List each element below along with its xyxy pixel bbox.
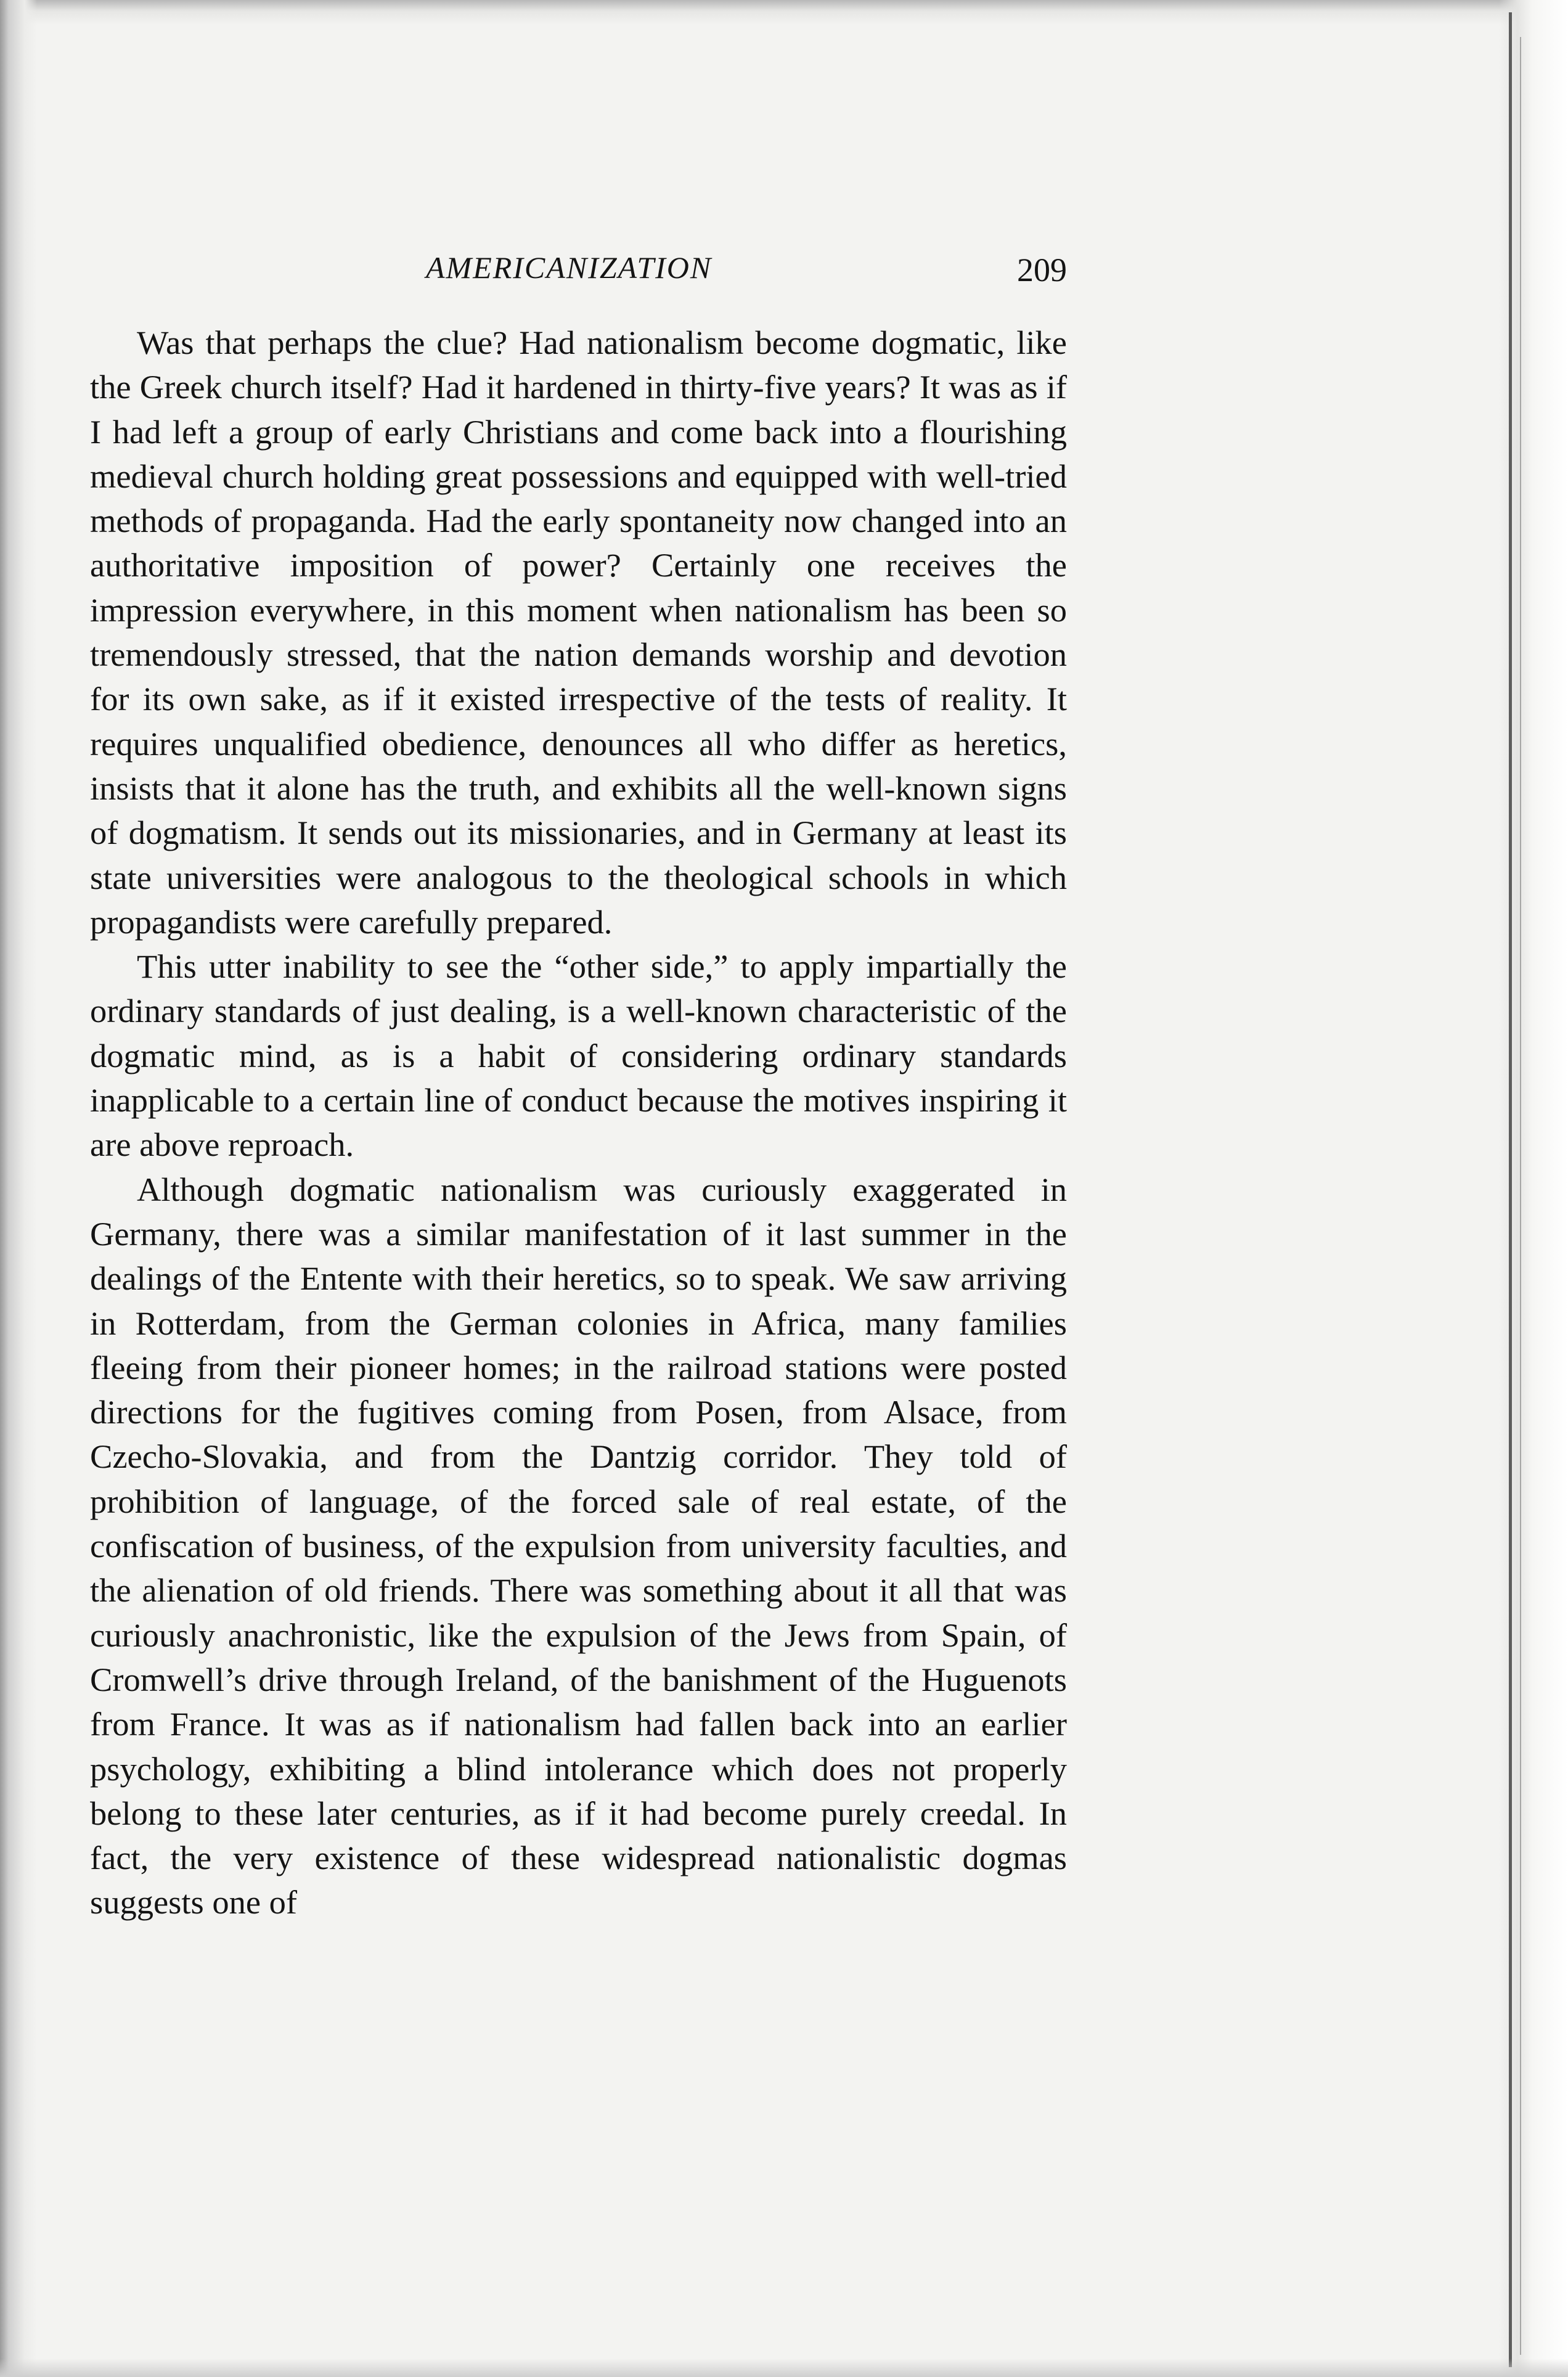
running-title: AMERICANIZATION [426, 250, 713, 285]
page-top-edge-shadow [0, 0, 1568, 25]
paragraph-1: Was that perhaps the clue? Had nationalism become dogmatic, like the Greek church itself? Had it hardened in thirty-five years? It was as if I had left a group of early Christians and come back into a flourishing medieval church holding great possessions and equipped with well-tried methods of propaganda. Had the early spontaneity now changed into an authoritative imposition of power? Certainly one receives the impression everywhere, in this moment when nationalism has been so tremendously stressed, that the nation demands worship and devotion for its own sake, as if it existed irrespective of the tests of reality. It requires unqualified obedience, denounces all who differ as heretics, insists that it alone has the truth, and exhibits all the well-known signs of dogmatism. It sends out its missionaries, and in Germany at least its state universities were analogous to the theological schools in which propagandists were carefully prepared. [90, 324, 1067, 941]
running-head [90, 243, 1067, 299]
body-text [90, 321, 1067, 1925]
binding-line [1509, 12, 1512, 2367]
page-bottom-edge-shadow [0, 2359, 1568, 2377]
page-number: 209 [1017, 252, 1067, 288]
paragraph-3: Although dogmatic nationalism was curiously exaggerated in Germany, there was a similar manifestation of it last summer in the dealings of the Entente with their heretics, so to speak. We saw arriving in Rotterdam, from the German colonies in Africa, many families fleeing from their pioneer homes; in the railroad stations were posted directions for the fugitives coming from Posen, from Alsace, from Czecho-Slovakia, and from the Dantzig corridor. They told of prohibition of language, of the forced sale of real estate, of the confiscation of business, of the expulsion from university faculties, and the alienation of old friends. There was something about it all that was curiously anachronistic, like the expulsion of the Jews from Spain, of Cromwell’s drive through Ireland, of the banishment of the Huguenots from France. It was as if nationalism had fallen back into an earlier psychology, exhibiting a blind intolerance which does not properly belong to these later centuries, as if it had become purely creedal. In fact, the very existence of these widespread nationalistic dogmas suggests one of [90, 1170, 1067, 1921]
paragraph-2: This utter inability to see the “other side,” to apply impartially the ordinary standards of just dealing, is a well-known characteristic of the dogmatic mind, as is a habit of considering ordinary standards inapplicable to a certain line of conduct because the motives inspiring it are above reproach. [90, 947, 1067, 1164]
binding-line-secondary [1520, 37, 1521, 2355]
page-left-edge-shadow [0, 0, 37, 2377]
